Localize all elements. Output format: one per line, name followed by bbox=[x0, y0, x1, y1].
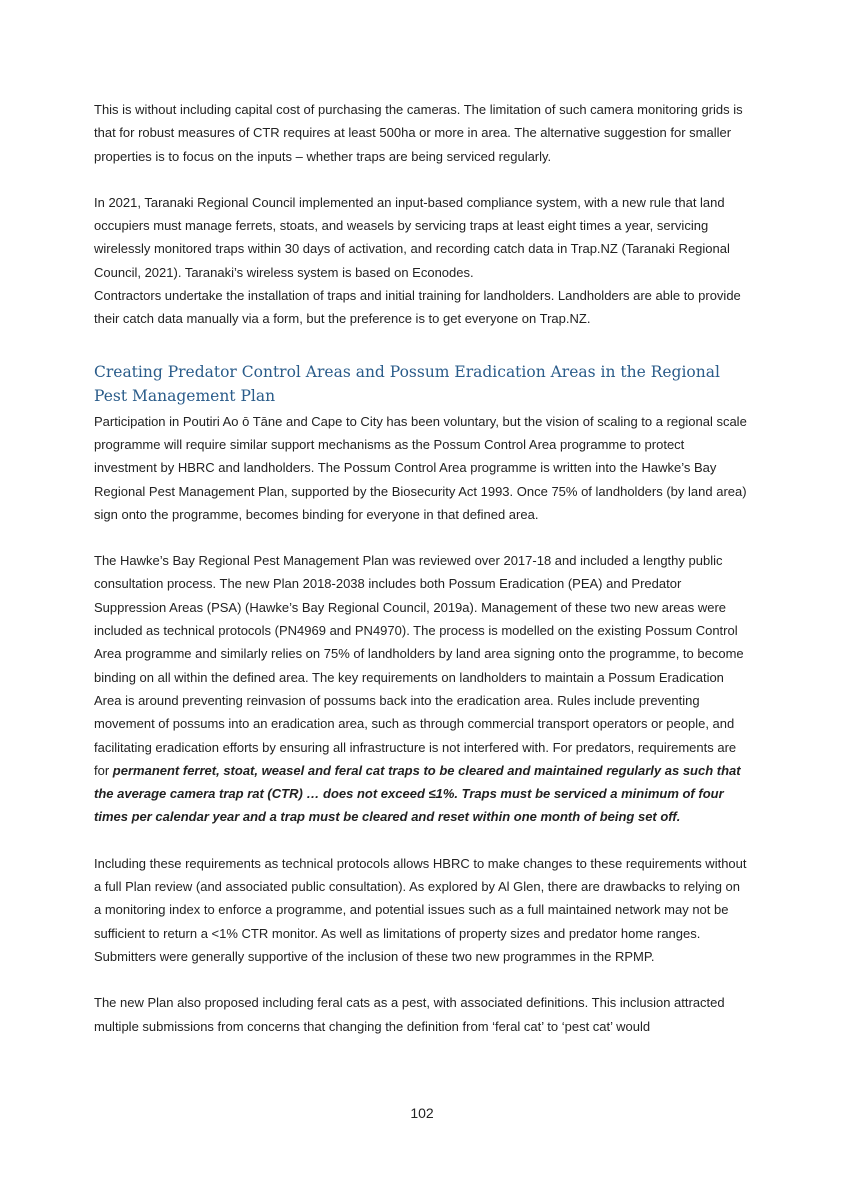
rpmp-review-text: The Hawke’s Bay Regional Pest Management Plan was reviewed over 2017-18 and included a lengthy public consultation process. The new Plan 2018-2038 includes both Possum Eradication (PEA) and Predator Suppression Areas (PSA) (Hawke’s Bay Regional Council, 2019a). Management of these two new areas were included as technical protocols (PN4969 and PN4970). The process is modelled on the existing Possum Control Area programme and similarly relies on 75% of landholders by land area signing onto the programme, to become binding on all within the defined area. The key requirements on landholders to maintain a Possum Eradication Area is around preventing reinvasion of possums back into the eradication area. Rules include preventing movement of possums into an eradication area, such as through commercial transport operators or people, and facilitating eradication efforts by ensuring all infrastructure is not interfered with. For predators, requirements are for bbox=[94, 553, 744, 778]
page-body bbox=[94, 98, 750, 1061]
paragraph-camera-cost: This is without including capital cost of purchasing the cameras. The limitation of such camera monitoring grids is that for robust measures of CTR requires at least 500ha or more in area. The alternative suggestion for smaller properties is to focus on the inputs – whether traps are being serviced regularly. bbox=[94, 102, 743, 164]
paragraph-contractors: Contractors undertake the installation of traps and initial training for landholders. Landholders are able to provide their catch data manually via a form, but the preference is to get everyone on Trap.NZ. bbox=[94, 288, 741, 327]
section-heading: Creating Predator Control Areas and Possum Eradication Areas in the Regional Pest Management Plan bbox=[94, 362, 720, 405]
paragraph-technical-protocols: Including these requirements as technical protocols allows HBRC to make changes to these requirements without a full Plan review (and associated public consultation). As explored by Al Glen, there are drawbacks to relying on a monitoring index to enforce a programme, and potential issues such as a full maintained network may not be sufficient to return a <1% CTR monitor. As well as limitations of property sizes and predator home ranges. Submitters were generally supportive of the inclusion of these two new programmes in the RPMP. bbox=[94, 855, 747, 964]
paragraph-rpmp-review bbox=[94, 549, 750, 829]
paragraph-participation: Participation in Poutiri Ao ō Tāne and Cape to City has been voluntary, but the vision of scaling to a regional scale programme will require similar support mechanisms as the Possum Control Area programme to protect investment by HBRC and landholders. The Possum Control Area programme is written into the Hawke’s Bay Regional Pest Management Plan, supported by the Biosecurity Act 1993. Once 75% of landholders (by land area) sign onto the programme, becomes binding for everyone in that defined area. bbox=[94, 413, 747, 522]
paragraph-taranaki-compliance: In 2021, Taranaki Regional Council implemented an input-based compliance system, with a new rule that land occupiers must manage ferrets, stoats, and weasels by servicing traps at least eight times a year, servicing wirelessly monitored traps within 30 days of activation, and recording catch data in Trap.NZ (Taranaki Regional Council, 2021). Taranaki’s wireless system is based on Econodes. bbox=[94, 194, 730, 280]
rpmp-predator-requirements-quote: permanent ferret, stoat, weasel and feral cat traps to be cleared and maintained regularly as such that the average camera trap rat (CTR) … does not exceed ≤1%. Traps must be serviced a minimum of four times per calendar year and a trap must be cleared and reset within one month of being set off. bbox=[94, 762, 741, 825]
page-number: 102 bbox=[410, 1105, 434, 1121]
paragraph-feral-cats: The new Plan also proposed including feral cats as a pest, with associated definitions. This inclusion attracted multiple submissions from concerns that changing the definition from ‘feral cat’ to ‘pest cat’ would bbox=[94, 995, 725, 1034]
